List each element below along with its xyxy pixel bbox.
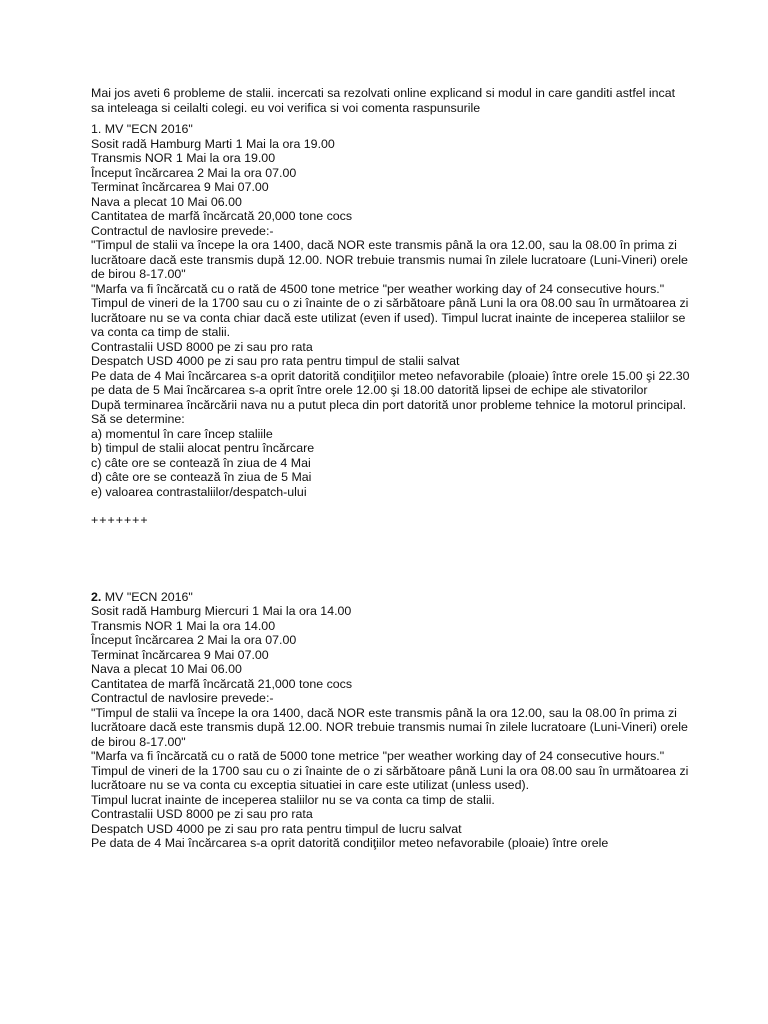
document-page xyxy=(91,86,691,851)
text-line: Timpul lucrat inainte de inceperea staliilor nu se va conta ca timp de stalii. xyxy=(91,792,495,807)
text-line: Nava a plecat 10 Mai 06.00 xyxy=(91,662,242,676)
text-line: Pe data de 4 Mai încărcarea s-a oprit datorită condiţiilor meteo nefavorabile (ploaie) între orele xyxy=(91,836,609,850)
text-line: Timpul de vineri de la 1700 sau cu o zi înainte de o zi sărbătoare până Luni la ora 08.00 sau în următoarea zi lucrătoare nu se va conta cu exceptia situatiei in care este utilizat (unless used). xyxy=(91,763,689,792)
problem-2-title xyxy=(91,590,691,605)
text-line: Despatch USD 4000 pe zi sau pro rata pentru timpul de stalii salvat xyxy=(91,354,460,368)
text-line: Terminat încărcarea 9 Mai 07.00 xyxy=(91,180,269,194)
text-line: "Marfa va fi încărcată cu o rată de 4500 tone metrice "per weather working day of 24 consecutive hours." xyxy=(91,281,665,296)
text-line: Nava a plecat 10 Mai 06.00 xyxy=(91,194,242,209)
text-line: Început încărcarea 2 Mai la ora 07.00 xyxy=(91,633,297,647)
text-line: "Timpul de stalii va începe la ora 1400, dacă NOR este transmis până la ora 12.00, sau la 08.00 în prima zi lucrătoare dacă este transmis după 12.00. NOR trebuie transmis numai în zilele lucratoare (Luni-Vineri) orele de birou 8-17.00" xyxy=(91,238,688,281)
problem-2-number: 2. xyxy=(91,589,102,604)
text-line: d) câte ore se contează în ziua de 5 Mai xyxy=(91,470,312,484)
text-line: Contractul de navlosire prevede:- xyxy=(91,223,274,238)
intro-paragraph: Mai jos aveti 6 probleme de stalii. incercati sa rezolvati online explicand si modul in care ganditi astfel incat sa inteleaga si ceilalti colegi. eu voi verifica si voi comenta raspunsurile xyxy=(91,86,676,115)
text-line: Să se determine: xyxy=(91,412,185,426)
problem-2-title-text: MV "ECN 2016" xyxy=(101,589,193,604)
text-line: e) valoarea contrastaliilor/despatch-ului xyxy=(91,484,307,499)
text-line: pe data de 5 Mai încărcarea s-a oprit între orele 12.00 şi 18.00 datorită lipsei de echipe ale stivatorilor xyxy=(91,383,648,397)
text-line: După terminarea încărcării nava nu a putut pleca din port datorită unor probleme tehnice la motorul principal. xyxy=(91,397,687,412)
problem-1-section xyxy=(91,122,691,499)
text-line: Pe data de 4 Mai încărcarea s-a oprit datorită condiţiilor meteo nefavorabile (ploaie) între orele 15.00 şi 22.30 xyxy=(91,368,690,383)
text-line: Cantitatea de marfă încărcată 21,000 tone cocs xyxy=(91,676,353,691)
problem-2-section xyxy=(91,604,691,851)
text-line: Terminat încărcarea 9 Mai 07.00 xyxy=(91,647,269,662)
text-line: Contrastalii USD 8000 pe zi sau pro rata xyxy=(91,807,313,821)
text-line: Transmis NOR 1 Mai la ora 19.00 xyxy=(91,151,276,165)
text-line: Despatch USD 4000 pe zi sau pro rata pentru timpul de lucru salvat xyxy=(91,821,462,836)
text-line: "Marfa va fi încărcată cu o rată de 5000 tone metrice "per weather working day of 24 consecutive hours." xyxy=(91,749,665,763)
text-line: Transmis NOR 1 Mai la ora 14.00 xyxy=(91,618,276,633)
text-line: Contractul de navlosire prevede:- xyxy=(91,691,274,705)
text-line: "Timpul de stalii va începe la ora 1400, dacă NOR este transmis până la ora 12.00, sau la 08.00 în prima zi lucrătoare dacă este transmis după 12.00. NOR trebuie transmis numai în zilele lucratoare (Luni-Vineri) orele de birou 8-17.00" xyxy=(91,705,688,749)
text-line: c) câte ore se contează în ziua de 4 Mai xyxy=(91,455,311,470)
text-line: Sosit radă Hamburg Marti 1 Mai la ora 19.00 xyxy=(91,136,335,151)
text-line: b) timpul de stalii alocat pentru încărcare xyxy=(91,441,315,455)
text-line: a) momentul în care încep staliile xyxy=(91,426,273,441)
text-line: 1. MV "ECN 2016" xyxy=(91,122,193,136)
text-line: Sosit radă Hamburg Miercuri 1 Mai la ora 14.00 xyxy=(91,604,352,618)
text-line: Început încărcarea 2 Mai la ora 07.00 xyxy=(91,165,297,180)
separator: +++++++ xyxy=(91,513,149,527)
text-line: Contrastalii USD 8000 pe zi sau pro rata xyxy=(91,339,313,354)
spacer xyxy=(91,528,691,590)
text-line: Cantitatea de marfă încărcată 20,000 tone cocs xyxy=(91,209,353,223)
text-line: Timpul de vineri de la 1700 sau cu o zi înainte de o zi sărbătoare până Luni la ora 08.00 sau în următoarea zi lucrătoare nu se va conta chiar dacă este utilizat (even if used). Timpul lucrat inainte de inceperea staliilor se va conta ca timp de stalii. xyxy=(91,296,689,339)
